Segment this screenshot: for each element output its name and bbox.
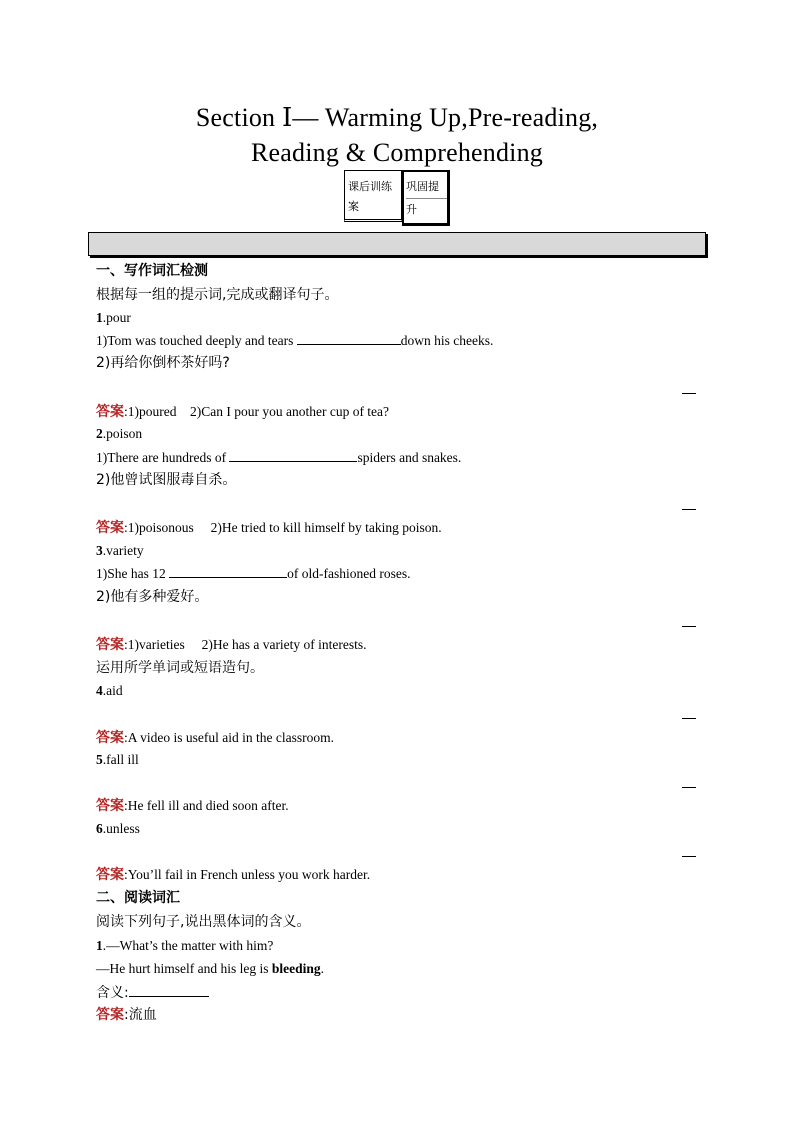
item-2-q1: 1)There are hundreds of spiders and snakes.: [96, 450, 462, 465]
item-3-q1: 1)She has 12 of old-fashioned roses.: [96, 566, 411, 581]
bold-word: bleeding: [271, 961, 321, 976]
part2-item-1-line1: 1.—What’s the matter with him?: [96, 938, 274, 953]
answer-line-dash: [682, 509, 696, 510]
item-2-answer: 答案:1)poisonous 2)He tried to kill himself by taking poison.: [96, 520, 442, 536]
section-header-bar: [88, 232, 706, 256]
item-5-word: 5.fall ill: [96, 752, 139, 767]
part2-item-1-answer: 答案:流血: [96, 1007, 157, 1023]
answer-line-dash: [682, 787, 696, 788]
item-3-q2: 2)他有多种爱好。: [96, 589, 209, 605]
answer-line-dash: [682, 718, 696, 719]
item-5-answer: 答案:He fell ill and died soon after.: [96, 798, 289, 814]
answer-blank[interactable]: [229, 448, 357, 462]
item-4-answer: 答案:A video is useful aid in the classroom.: [96, 730, 334, 746]
tag-after-class: 课后训练案: [344, 170, 402, 222]
part2-heading: 二、阅读词汇: [96, 890, 180, 906]
part2-instruction: 阅读下列句子,说出黑体词的含义。: [96, 914, 311, 930]
answer-line-dash: [682, 393, 696, 394]
section-tag: [344, 170, 450, 228]
item-1-q2: 2)再给你倒杯茶好吗?: [96, 355, 230, 371]
part2-item-1-meaning: 含义:: [96, 983, 209, 1002]
answer-line-dash: [682, 626, 696, 627]
part1-heading: 一、写作词汇检测: [96, 263, 208, 279]
tag-consolidate-top: 巩固提: [406, 180, 439, 193]
page-title-line2: Reading & Comprehending: [251, 138, 543, 167]
tag-consolidate-bottom: 升: [406, 198, 447, 221]
answer-line-dash: [682, 856, 696, 857]
item-6-word: 6.unless: [96, 821, 140, 836]
part1-instruction2: 运用所学单词或短语造句。: [96, 660, 264, 676]
tag-consolidate: [402, 170, 450, 226]
part2-item-1-line2: —He hurt himself and his leg is bleeding.: [96, 961, 324, 976]
item-2-word: 2.poison: [96, 426, 143, 441]
item-3-word: 3.variety: [96, 543, 144, 558]
item-1-q1: 1)Tom was touched deeply and tears down his cheeks.: [96, 333, 494, 348]
item-4-word: 4.aid: [96, 683, 123, 698]
meaning-blank[interactable]: [129, 983, 209, 997]
item-2-q2: 2)他曾试图服毒自杀。: [96, 472, 237, 488]
item-3-answer: 答案:1)varieties 2)He has a variety of interests.: [96, 637, 367, 653]
item-1-word: 1.pour: [96, 310, 131, 325]
page-title-line1: Section Ⅰ— Warming Up,Pre-reading,: [195, 103, 599, 132]
answer-blank[interactable]: [297, 331, 401, 345]
item-6-answer: 答案:You’ll fail in French unless you work harder.: [96, 867, 371, 883]
part1-instruction: 根据每一组的提示词,完成或翻译句子。: [96, 287, 339, 303]
answer-blank[interactable]: [169, 564, 287, 578]
item-1-answer: 答案:1)poured 2)Can I pour you another cup of tea?: [96, 404, 390, 420]
